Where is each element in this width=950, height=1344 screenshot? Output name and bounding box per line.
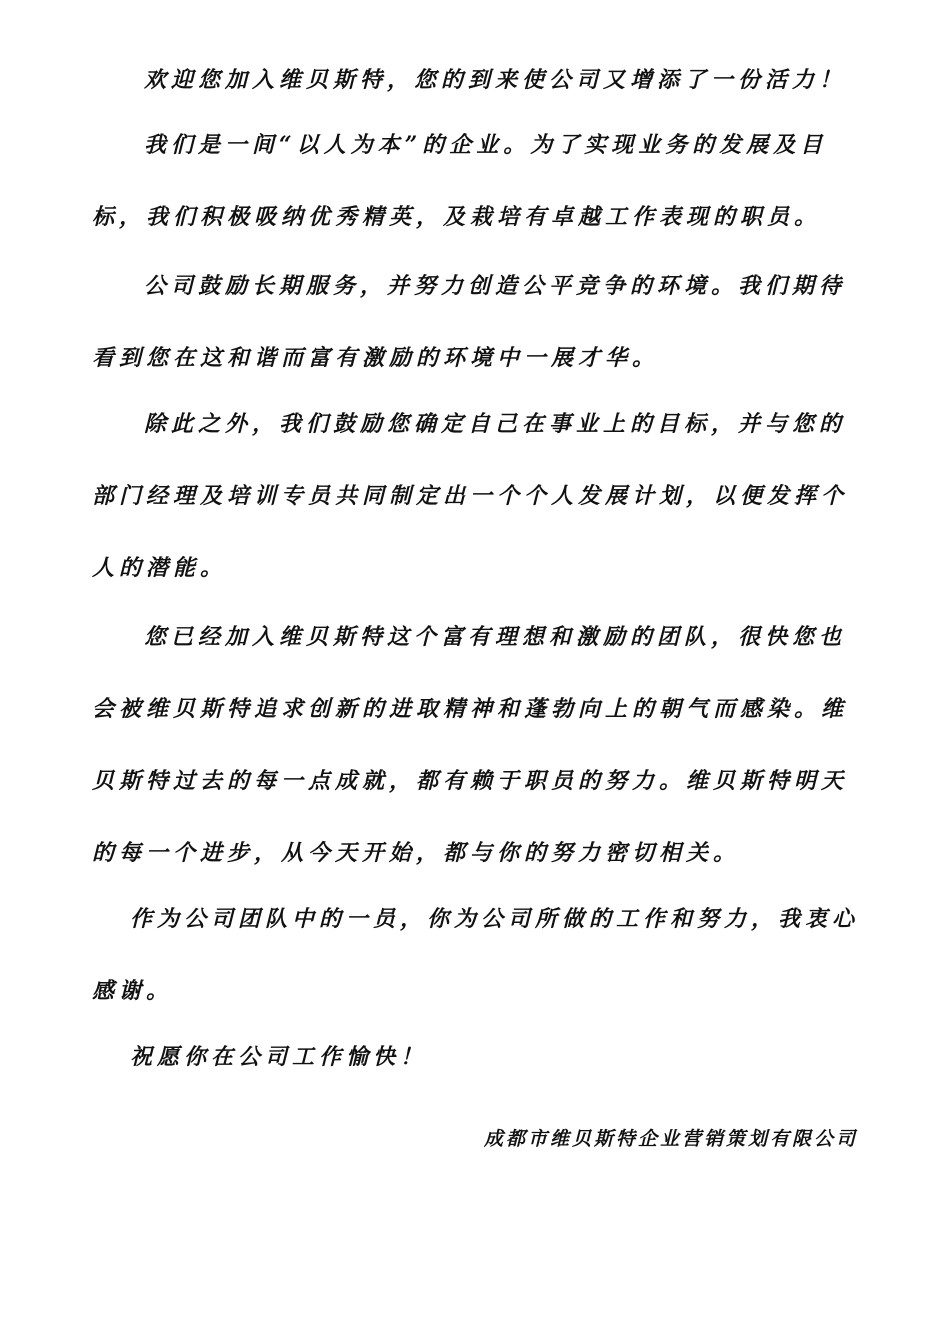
closing-wish-paragraph: 祝愿你在公司工作愉快！ [130, 1044, 428, 1070]
fair-competition-paragraph: 公司鼓励长期服务，并努力创造公平竞争的环境。我们期待看到您在这和谐而富有激励的环境中一展才华。 [92, 273, 847, 371]
thanks-paragraph: 作为公司团队中的一员，你为公司所做的工作和努力，我衷心感谢。 [92, 906, 860, 1004]
company-signature: 成都市维贝斯特企业营销策划有限公司 [483, 1128, 858, 1150]
people-oriented-paragraph: 我们是一间“以人为本”的企业。为了实现业务的发展及目标，我们积极吸纳优秀精英，及栽培有卓越工作表现的职员。 [92, 132, 828, 230]
team-spirit-paragraph: 您已经加入维贝斯特这个富有理想和激励的团队，很快您也会被维贝斯特追求创新的进取精神和蓬勃向上的朝气而感染。维贝斯特过去的每一点成就，都有赖于职员的努力。维贝斯特明天的每一个进步，从今天开始，都与你的努力密切相关。 [92, 624, 849, 866]
welcome-paragraph: 欢迎您加入维贝斯特，您的到来使公司又增添了一份活力！ [144, 67, 847, 93]
career-goals-paragraph: 除此之外，我们鼓励您确定自己在事业上的目标，并与您的部门经理及培训专员共同制定出一个个人发展计划，以便发挥个人的潜能。 [92, 411, 849, 581]
